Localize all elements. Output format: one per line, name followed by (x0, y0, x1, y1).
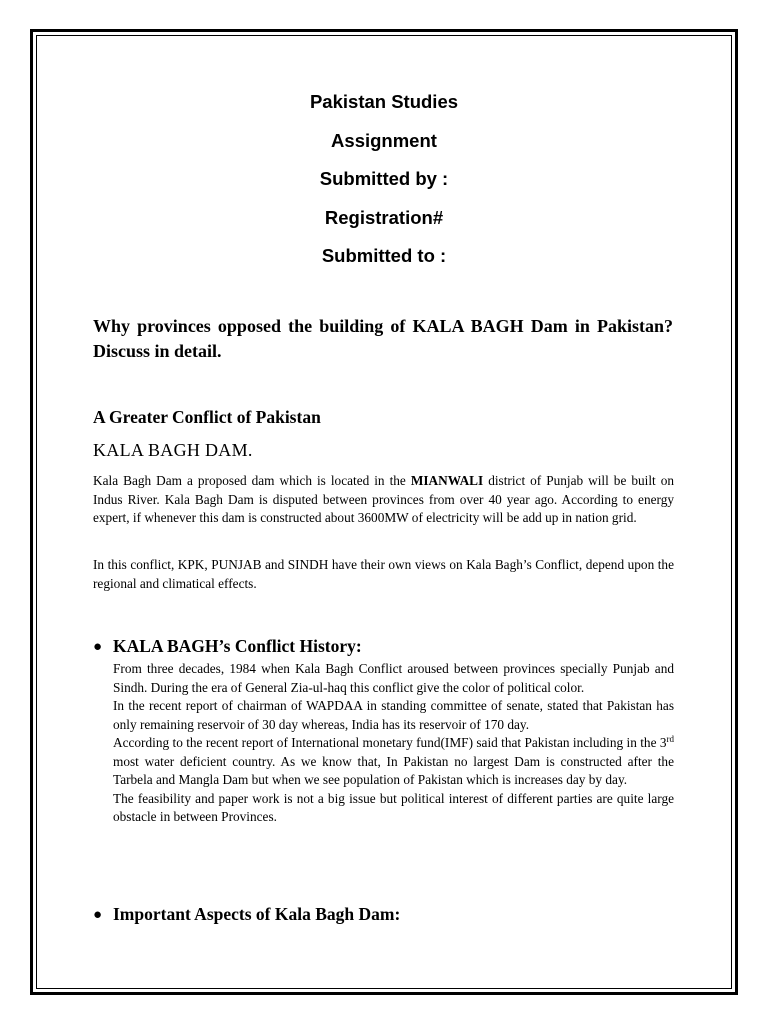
views-paragraph: In this conflict, KPK, PUNJAB and SINDH have their own views on Kala Bagh’s Conflict, depend upon the regional and climatical effects. (93, 557, 674, 591)
intro-paragraph (93, 472, 674, 528)
assignment-question: Why provinces opposed the building of KALA BAGH Dam in Pakistan? Discuss in detail. (93, 316, 673, 361)
history-paragraph: From three decades, 1984 when Kala Bagh Conflict aroused between provinces specially Punjab and Sindh. During the era of General Zia-ul-haq this conflict give the color of political color. (113, 661, 674, 695)
ordinal-suffix: rd (666, 734, 674, 744)
registration-label: Registration# (324, 206, 444, 228)
history-paragraph: In the recent report of chairman of WAPDAA in standing committee of senate, stated that Pakistan has only remaining reservoir of 30 day whereas, India has its reservoir of 170 day. (113, 698, 674, 732)
intro-text-start: Kala Bagh Dam a proposed dam which is located in the (93, 473, 411, 488)
section-heading-dam: KALA BAGH DAM. (93, 440, 253, 460)
aspects-heading (93, 904, 400, 925)
bullet-icon: ● (93, 907, 103, 923)
aspects-heading-text: Important Aspects of Kala Bagh Dam: (113, 904, 401, 924)
section-heading-conflict: A Greater Conflict of Pakistan (93, 407, 321, 427)
submitted-by-label: Submitted by : (319, 168, 449, 189)
history-heading (93, 636, 362, 657)
title-block (0, 88, 768, 281)
history-text: According to the recent report of International monetary fund(IMF) said that Pakistan including in the 3 (113, 735, 667, 750)
intro-text-end: district of Punjab will be built on Indus River. Kala Bagh Dam is disputed between provinces from over 40 year ago. According to energy expert, if whenever this dam is constructed about 3600MW of electricity will be add up in nation grid. (93, 473, 675, 525)
course-title: Pakistan Studies (309, 91, 459, 112)
history-heading-text: KALA BAGH’s Conflict History: (113, 636, 362, 656)
assignment-label: Assignment (331, 129, 437, 151)
submitted-to-label: Submitted to : (321, 245, 447, 266)
history-paragraph: The feasibility and paper work is not a big issue but political interest of different parties are quite large obstacle in between Provinces. (113, 790, 674, 824)
district-name: MIANWALI (410, 473, 484, 488)
bullet-icon: ● (93, 639, 103, 655)
history-paragraph (113, 734, 674, 790)
history-text: most water deficient country. As we know that, In Pakistan no largest Dam is constructed after the Tarbela and Mangla Dam but when we see population of Pakistan which is increases day by day. (113, 753, 674, 787)
history-body (113, 660, 674, 827)
